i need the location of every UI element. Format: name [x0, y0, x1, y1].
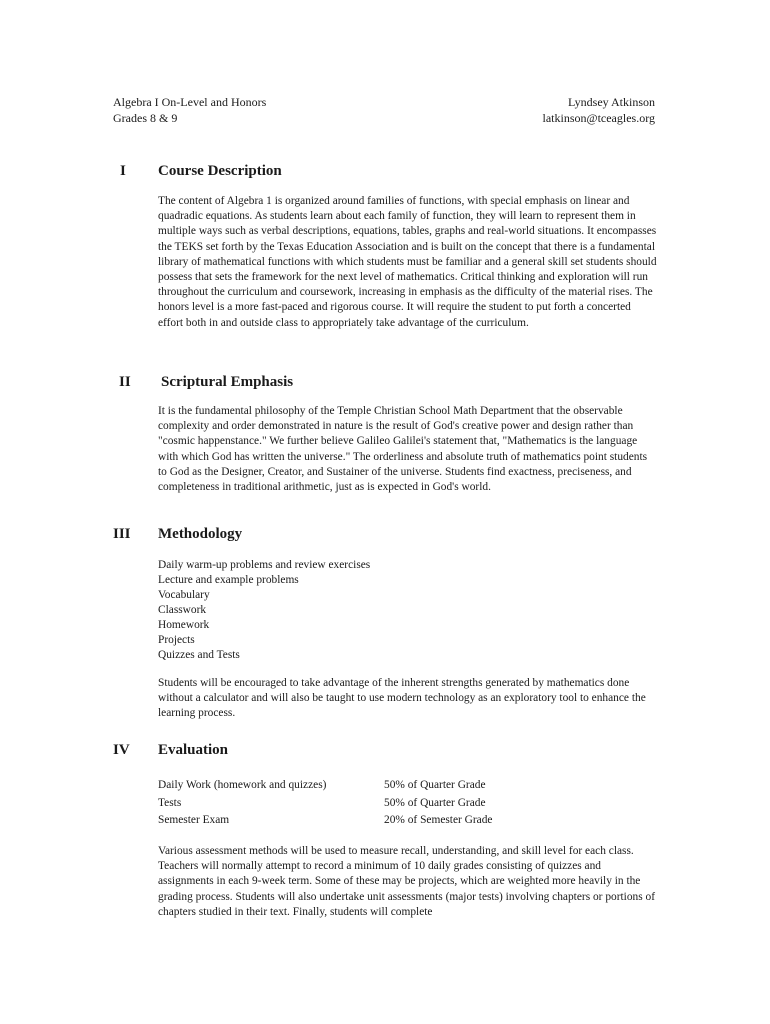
- table-cell-weight: 50% of Quarter Grade: [384, 779, 486, 791]
- table-cell-item: Semester Exam: [158, 814, 230, 826]
- list-item: Daily warm-up problems and review exercises: [158, 559, 371, 571]
- section-numeral: II: [119, 374, 131, 390]
- section-numeral: IV: [113, 742, 130, 758]
- teacher-name: Lyndsey Atkinson: [567, 95, 655, 109]
- list-item: Classwork: [158, 604, 207, 616]
- section-heading: Course Description: [158, 163, 282, 179]
- section-body: Students will be encouraged to take advantage of the inherent strengths generated by mathematics done without a calculator and will also be taught to use modern technology as an exploratory tool to enhance the learning process.: [158, 677, 646, 720]
- section-scriptural-emphasis: [113, 372, 658, 517]
- header-right: [543, 94, 655, 126]
- section-course-description: [113, 161, 658, 351]
- section-heading: Evaluation: [158, 742, 229, 758]
- section-heading: Scriptural Emphasis: [161, 374, 294, 390]
- section-body: Various assessment methods will be used to measure recall, understanding, and skill level for each class. Teachers will normally attempt to record a minimum of 10 daily grades consisting of quizzes and assignments in each 9-week term. Some of these may be projects, which are weighted more heavily in the grading process. Students will also undertake unit assessments (major tests) involving chapters or portions of chapters studied in their text. Finally, students will complete: [158, 845, 655, 918]
- evaluation-table: [158, 779, 493, 832]
- table-cell-weight: 20% of Semester Grade: [384, 814, 493, 826]
- section-evaluation: [113, 740, 658, 924]
- table-cell-weight: 50% of Quarter Grade: [384, 796, 486, 809]
- list-item: Lecture and example problems: [158, 574, 299, 586]
- table-cell-item: Tests: [158, 796, 182, 809]
- section-methodology: [113, 524, 658, 729]
- course-title: Algebra I On-Level and Honors: [113, 95, 267, 109]
- teacher-email: latkinson@tceagles.org: [542, 111, 655, 125]
- list-item: Projects: [158, 634, 195, 646]
- list-item: Vocabulary: [158, 589, 210, 601]
- section-body: It is the fundamental philosophy of the Temple Christian School Math Department that the observable complexity and order demonstrated in nature is the result of God's creative power and design rather than "cosmic happenstance." We further believe Galileo Galilei's statement that, "Mathematics is the language with which God has written the universe." The orderliness and absolute truth of mathematics point students to God as the Designer, Creator, and Sustainer of the universe. Students find exactness, preciseness, and completeness in traditional arithmetic, just as is expected in God's world.: [158, 405, 648, 494]
- course-grades: Grades 8 & 9: [113, 111, 178, 125]
- section-body: The content of Algebra 1 is organized around families of functions, with special emphasis on linear and quadradic equations. As students learn about each family of function, they will learn to represent them in multiple ways such as verbal descriptions, equations, tables, graphs and real-world situations. It encompasses the TEKS set forth by the Texas Education Association and is built on the concept that there is a fundamental library of mathematical functions with which students must be familiar and a general skill set students should possess that sets the framework for the next level of mathematics. Critical thinking and exploration will run throughout the curriculum and coursework, increasing in emphasis as the difficulty of the material rises. The honors level is a more fast-paced and rigorous course. It will require the student to put forth a concerted effort both in and outside class to appropriately take advantage of the curriculum.: [158, 195, 657, 329]
- list-item: Quizzes and Tests: [158, 649, 240, 661]
- table-row: [158, 797, 493, 815]
- section-numeral: I: [120, 163, 126, 179]
- section-heading: Methodology: [158, 526, 243, 542]
- table-row: [158, 779, 493, 797]
- table-row: [158, 814, 493, 832]
- list-item: Homework: [158, 619, 210, 631]
- header-left: [113, 94, 266, 126]
- table-cell-item: Daily Work (homework and quizzes): [158, 779, 327, 791]
- methodology-list: [158, 558, 370, 663]
- section-numeral: III: [113, 526, 131, 542]
